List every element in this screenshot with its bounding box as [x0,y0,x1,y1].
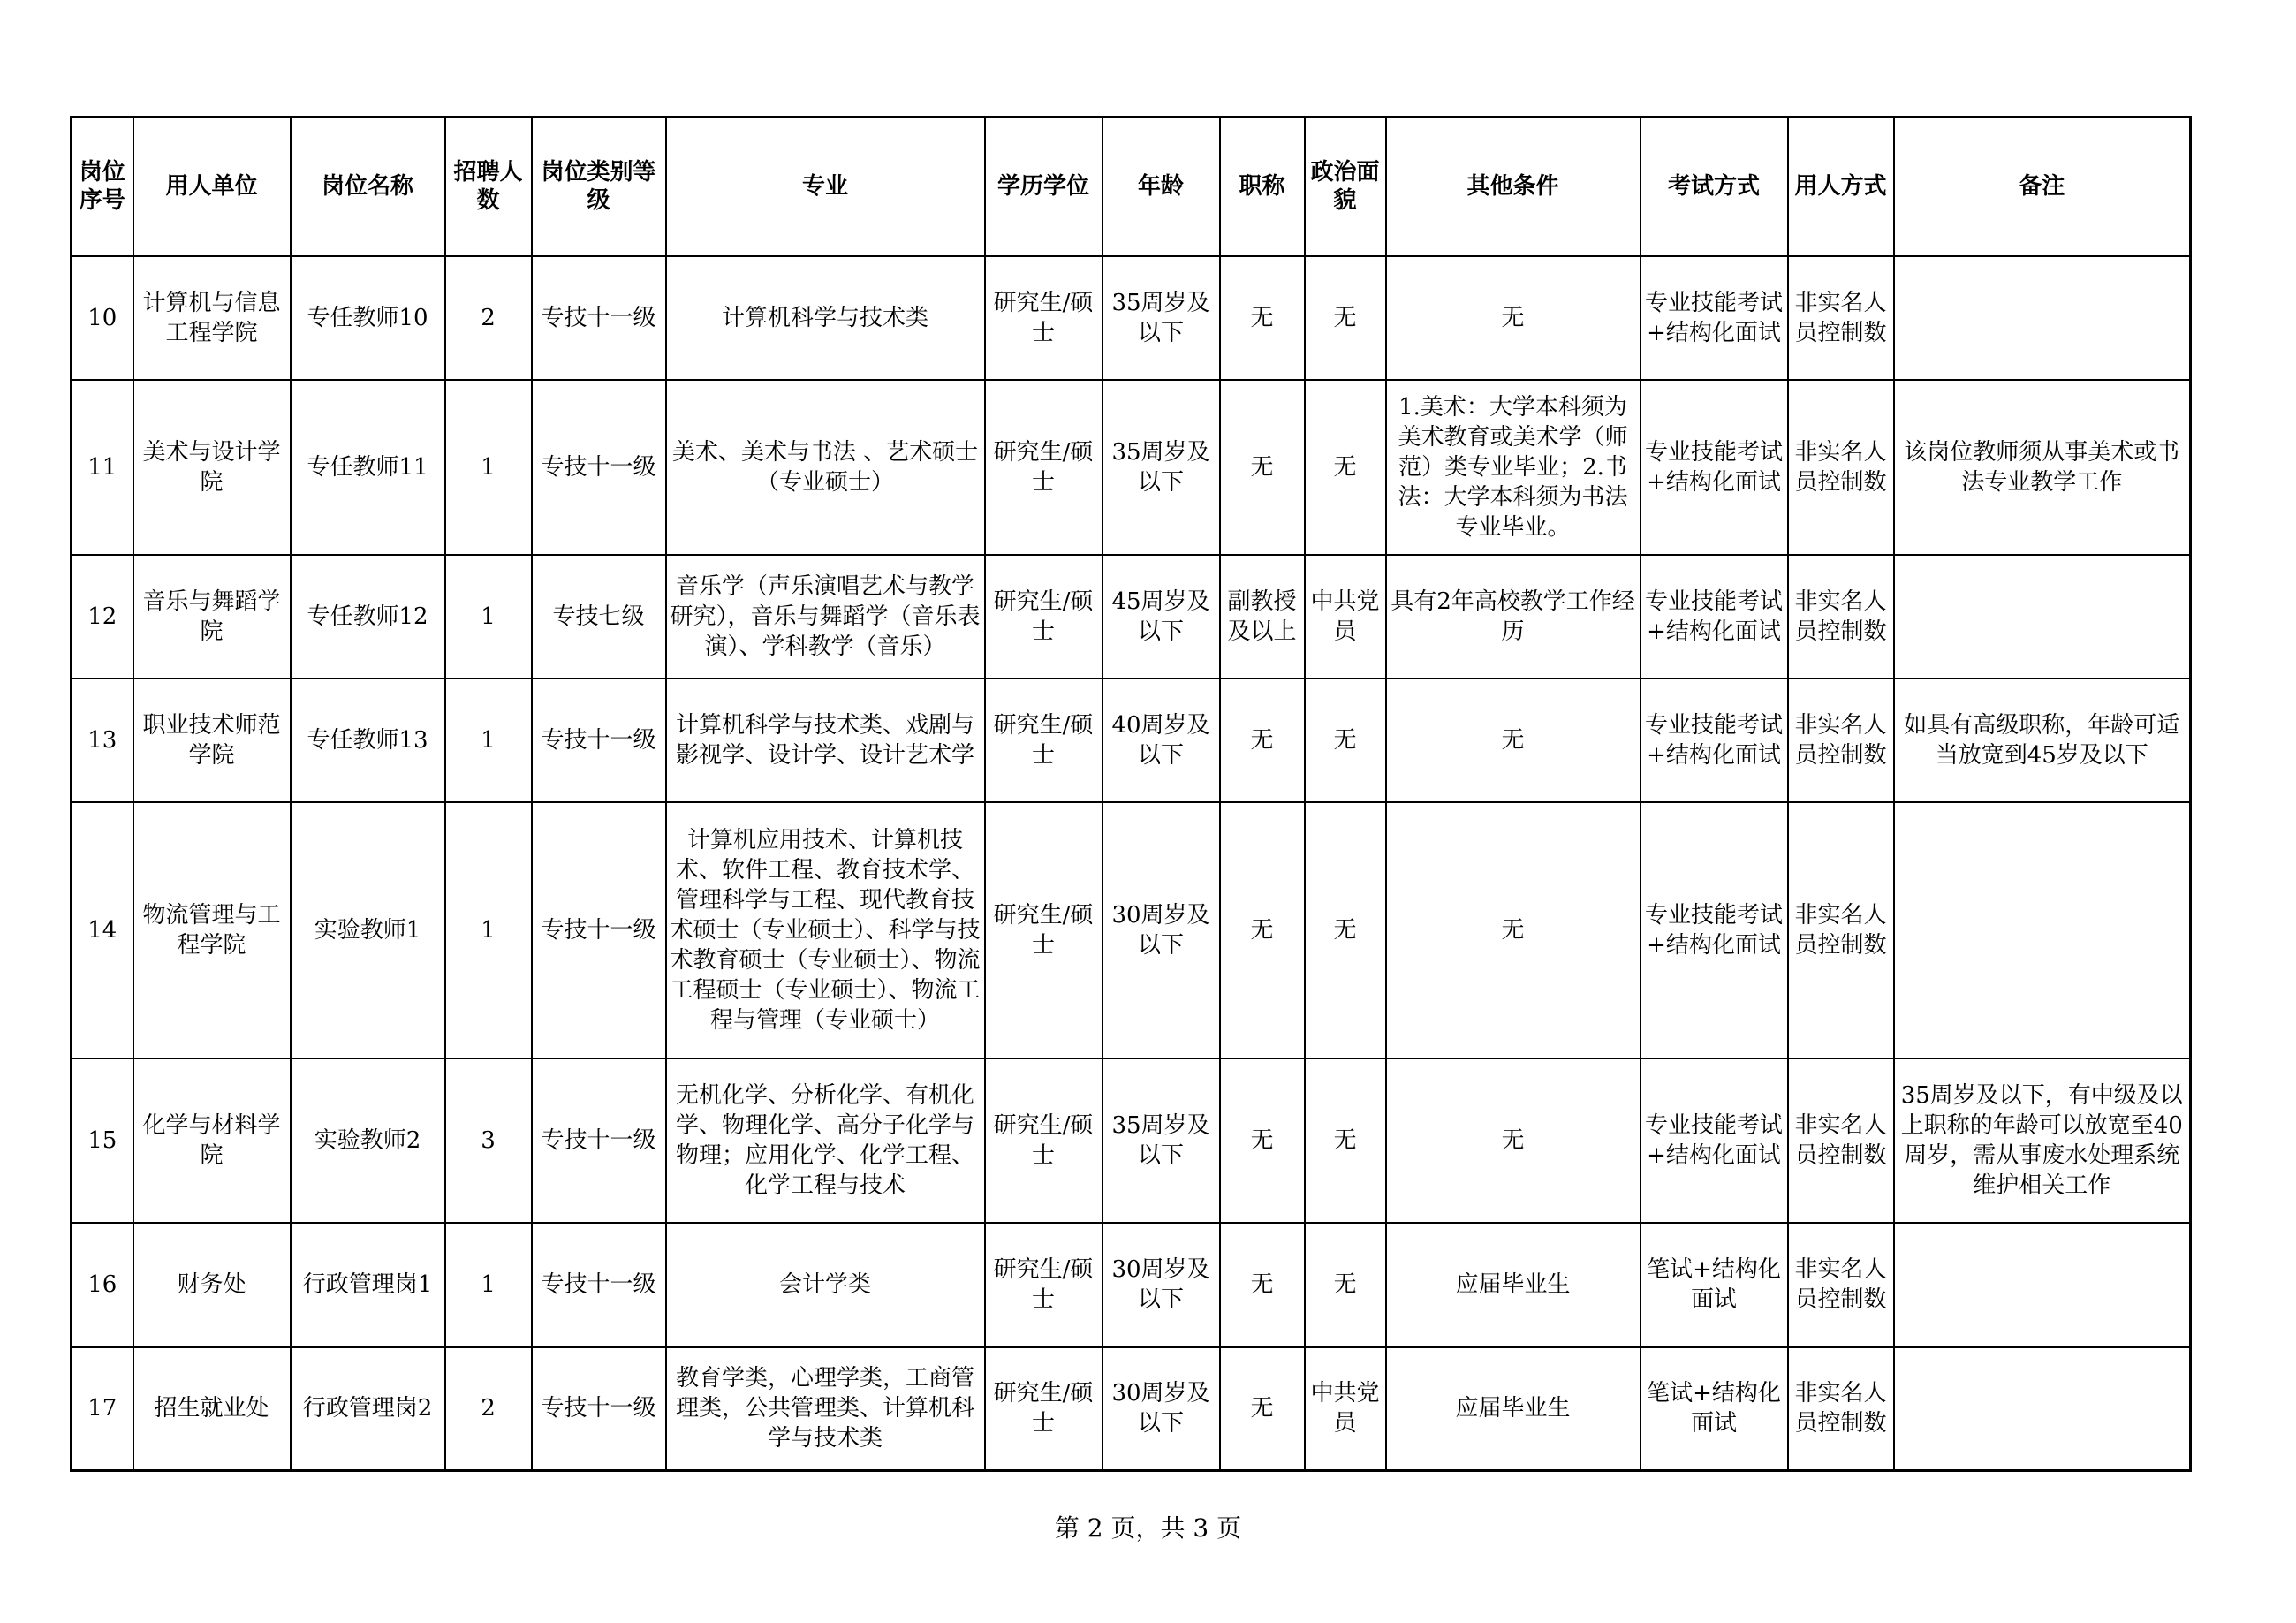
cell-age: 35周岁及以下 [1103,256,1220,380]
cell-exam: 专业技能考试+结构化面试 [1641,256,1788,380]
header-political: 政治面貌 [1305,118,1386,256]
cell-count: 1 [445,380,532,555]
cell-political: 无 [1305,1223,1386,1347]
cell-exam: 专业技能考试+结构化面试 [1641,679,1788,802]
cell-degree: 研究生/硕士 [985,555,1103,679]
cell-count: 3 [445,1058,532,1223]
header-employ: 用人方式 [1788,118,1894,256]
header-count: 招聘人数 [445,118,532,256]
cell-unit: 计算机与信息工程学院 [133,256,291,380]
header-degree: 学历学位 [985,118,1103,256]
cell-degree: 研究生/硕士 [985,380,1103,555]
table-row [72,802,2191,1058]
table-header [72,118,2191,256]
cell-other: 应届毕业生 [1386,1347,1641,1471]
cell-exam: 专业技能考试+结构化面试 [1641,555,1788,679]
header-unit: 用人单位 [133,118,291,256]
cell-remark: 35周岁及以下，有中级及以上职称的年龄可以放宽至40周岁，需从事废水处理系统维护相关工作 [1894,1058,2191,1223]
cell-political: 无 [1305,1058,1386,1223]
recruitment-table [70,116,2192,1472]
cell-age: 30周岁及以下 [1103,1347,1220,1471]
table-row [72,1058,2191,1223]
cell-seq: 14 [72,802,133,1058]
cell-count: 1 [445,802,532,1058]
header-remark: 备注 [1894,118,2191,256]
header-major: 专业 [666,118,985,256]
cell-exam: 笔试+结构化面试 [1641,1223,1788,1347]
cell-remark: 该岗位教师须从事美术或书法专业教学工作 [1894,380,2191,555]
cell-political: 无 [1305,802,1386,1058]
cell-employ: 非实名人员控制数 [1788,1347,1894,1471]
cell-title: 无 [1220,679,1305,802]
cell-remark [1894,555,2191,679]
cell-political: 中共党员 [1305,555,1386,679]
cell-employ: 非实名人员控制数 [1788,555,1894,679]
table-row [72,380,2191,555]
cell-degree: 研究生/硕士 [985,256,1103,380]
cell-post: 实验教师1 [291,802,445,1058]
header-row [72,118,2191,256]
cell-title: 无 [1220,380,1305,555]
page-number: 第 2 页，共 3 页 [1054,1513,1242,1543]
cell-post: 专任教师12 [291,555,445,679]
cell-degree: 研究生/硕士 [985,1223,1103,1347]
cell-unit: 财务处 [133,1223,291,1347]
cell-seq: 10 [72,256,133,380]
cell-remark [1894,256,2191,380]
cell-level: 专技十一级 [532,1058,666,1223]
cell-major: 计算机应用技术、计算机技术、软件工程、教育技术学、管理科学与工程、现代教育技术硕士（专业硕士）、科学与技术教育硕士（专业硕士）、物流工程硕士（专业硕士）、物流工程与管理（专业硕士） [666,802,985,1058]
cell-other: 应届毕业生 [1386,1223,1641,1347]
cell-employ: 非实名人员控制数 [1788,802,1894,1058]
cell-other: 具有2年高校教学工作经历 [1386,555,1641,679]
cell-unit: 物流管理与工程学院 [133,802,291,1058]
cell-title: 副教授及以上 [1220,555,1305,679]
cell-level: 专技七级 [532,555,666,679]
cell-other: 无 [1386,802,1641,1058]
cell-employ: 非实名人员控制数 [1788,256,1894,380]
cell-count: 2 [445,256,532,380]
cell-age: 45周岁及以下 [1103,555,1220,679]
header-post: 岗位名称 [291,118,445,256]
cell-age: 35周岁及以下 [1103,380,1220,555]
cell-age: 30周岁及以下 [1103,802,1220,1058]
cell-major: 音乐学（声乐演唱艺术与教学研究），音乐与舞蹈学（音乐表演）、学科教学（音乐） [666,555,985,679]
cell-unit: 美术与设计学院 [133,380,291,555]
header-age: 年龄 [1103,118,1220,256]
cell-level: 专技十一级 [532,679,666,802]
cell-remark [1894,1223,2191,1347]
cell-political: 中共党员 [1305,1347,1386,1471]
cell-unit: 招生就业处 [133,1347,291,1471]
cell-degree: 研究生/硕士 [985,679,1103,802]
cell-post: 专任教师13 [291,679,445,802]
cell-level: 专技十一级 [532,1223,666,1347]
table-body [72,256,2191,1471]
cell-employ: 非实名人员控制数 [1788,1223,1894,1347]
cell-title: 无 [1220,1347,1305,1471]
cell-seq: 17 [72,1347,133,1471]
cell-employ: 非实名人员控制数 [1788,1058,1894,1223]
cell-count: 2 [445,1347,532,1471]
cell-count: 1 [445,679,532,802]
cell-exam: 专业技能考试+结构化面试 [1641,802,1788,1058]
cell-count: 1 [445,1223,532,1347]
cell-remark [1894,1347,2191,1471]
cell-level: 专技十一级 [532,256,666,380]
header-level: 岗位类别等级 [532,118,666,256]
header-exam: 考试方式 [1641,118,1788,256]
cell-age: 30周岁及以下 [1103,1223,1220,1347]
cell-employ: 非实名人员控制数 [1788,380,1894,555]
cell-age: 40周岁及以下 [1103,679,1220,802]
cell-seq: 15 [72,1058,133,1223]
cell-post: 实验教师2 [291,1058,445,1223]
cell-seq: 12 [72,555,133,679]
cell-exam: 专业技能考试+结构化面试 [1641,1058,1788,1223]
cell-post: 专任教师10 [291,256,445,380]
cell-employ: 非实名人员控制数 [1788,679,1894,802]
cell-seq: 16 [72,1223,133,1347]
cell-degree: 研究生/硕士 [985,1058,1103,1223]
cell-political: 无 [1305,679,1386,802]
cell-title: 无 [1220,1223,1305,1347]
cell-title: 无 [1220,256,1305,380]
cell-exam: 专业技能考试+结构化面试 [1641,380,1788,555]
table-row [72,1223,2191,1347]
cell-unit: 音乐与舞蹈学院 [133,555,291,679]
cell-political: 无 [1305,256,1386,380]
cell-degree: 研究生/硕士 [985,1347,1103,1471]
header-other: 其他条件 [1386,118,1641,256]
cell-major: 无机化学、分析化学、有机化学、物理化学、高分子化学与物理；应用化学、化学工程、化学工程与技术 [666,1058,985,1223]
cell-post: 行政管理岗2 [291,1347,445,1471]
cell-exam: 笔试+结构化面试 [1641,1347,1788,1471]
cell-count: 1 [445,555,532,679]
cell-other: 无 [1386,256,1641,380]
header-seq: 岗位序号 [72,118,133,256]
cell-title: 无 [1220,802,1305,1058]
cell-major: 计算机科学与技术类 [666,256,985,380]
cell-title: 无 [1220,1058,1305,1223]
table-row [72,256,2191,380]
cell-major: 教育学类，心理学类，工商管理类，公共管理类、计算机科学与技术类 [666,1347,985,1471]
cell-other: 1.美术：大学本科须为美术教育或美术学（师范）类专业毕业；2.书法：大学本科须为书法专业毕业。 [1386,380,1641,555]
cell-post: 专任教师11 [291,380,445,555]
cell-level: 专技十一级 [532,802,666,1058]
cell-political: 无 [1305,380,1386,555]
table-row [72,679,2191,802]
table-row [72,555,2191,679]
cell-unit: 职业技术师范学院 [133,679,291,802]
cell-major: 计算机科学与技术类、戏剧与影视学、设计学、设计艺术学 [666,679,985,802]
cell-degree: 研究生/硕士 [985,802,1103,1058]
cell-remark [1894,802,2191,1058]
cell-major: 美术、美术与书法 、艺术硕士（专业硕士） [666,380,985,555]
cell-post: 行政管理岗1 [291,1223,445,1347]
table-row [72,1347,2191,1471]
cell-level: 专技十一级 [532,380,666,555]
cell-major: 会计学类 [666,1223,985,1347]
cell-age: 35周岁及以下 [1103,1058,1220,1223]
cell-other: 无 [1386,1058,1641,1223]
cell-seq: 13 [72,679,133,802]
cell-unit: 化学与材料学院 [133,1058,291,1223]
cell-seq: 11 [72,380,133,555]
header-title: 职称 [1220,118,1305,256]
cell-level: 专技十一级 [532,1347,666,1471]
cell-remark: 如具有高级职称，年龄可适当放宽到45岁及以下 [1894,679,2191,802]
cell-other: 无 [1386,679,1641,802]
